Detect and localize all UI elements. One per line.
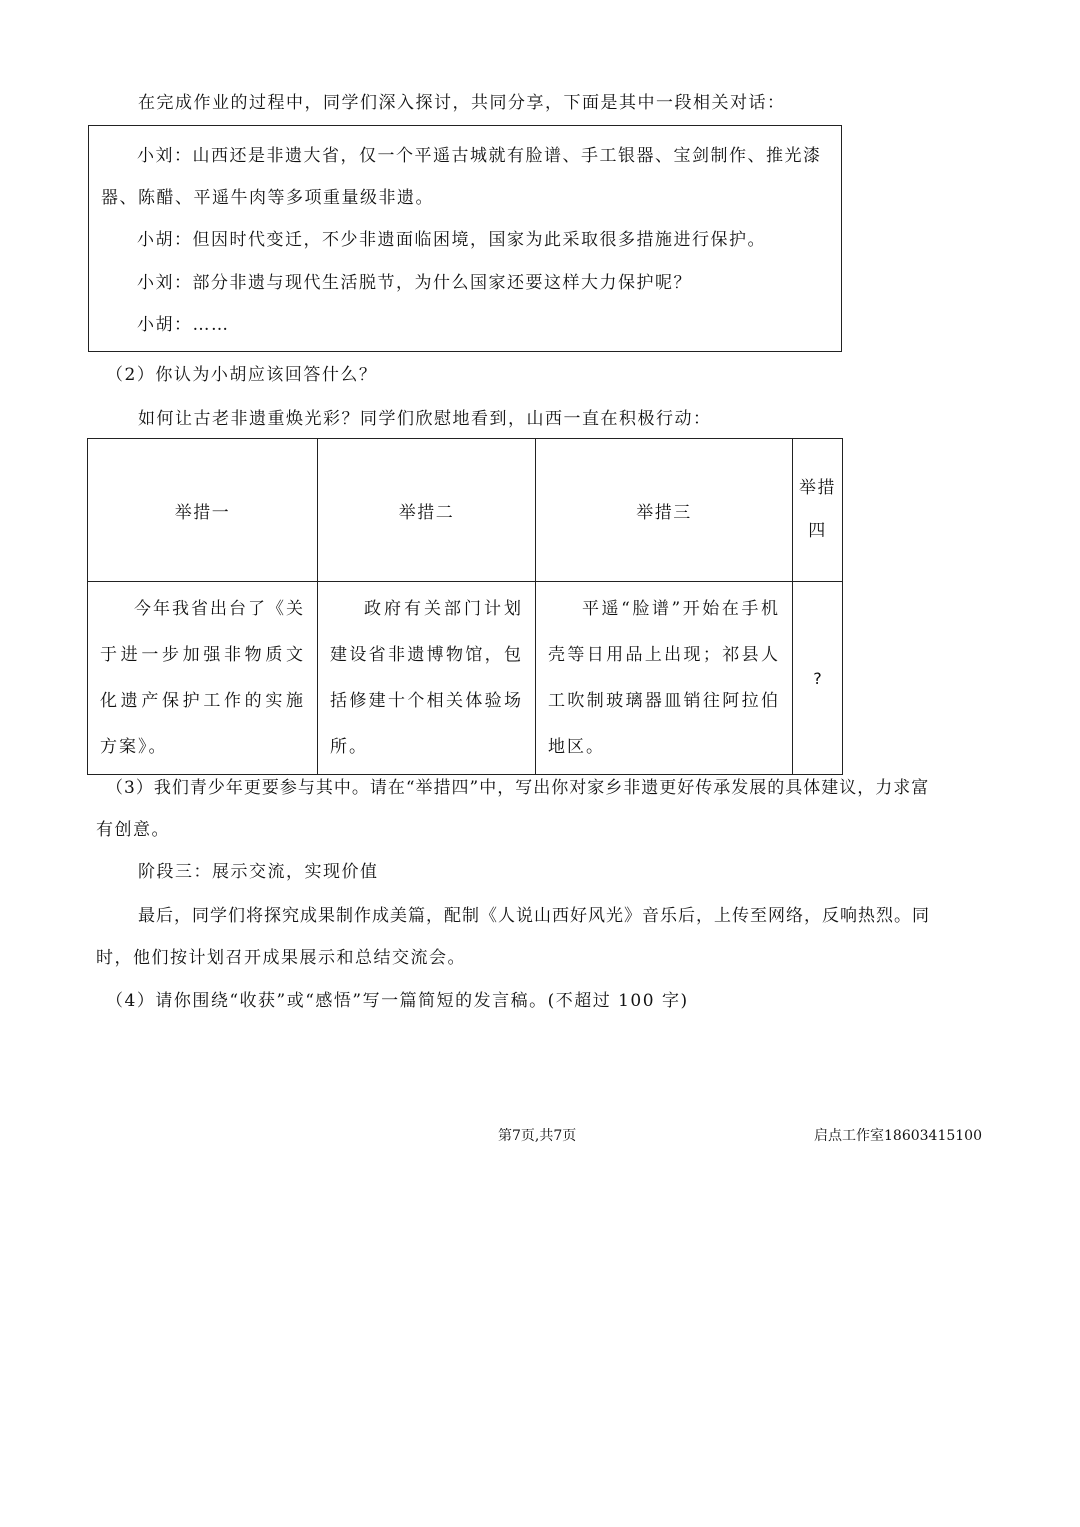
paragraph-line-2: 时，他们按计划召开成果展示和总结交流会。 (96, 948, 466, 968)
dialogue-line-5: 小胡：…… (137, 315, 230, 335)
header-measure-4: 举措四 (793, 439, 843, 582)
dialogue-line-1: 小刘：山西还是非遗大省，仅一个平遥古城就有脸谱、手工银器、宝剑制作、推光漆 (137, 146, 822, 166)
cell-measure-1: 今年我省出台了《关于进一步加强非物质文化遗产保护工作的实施方案》。 (88, 582, 318, 775)
intro-text: 在完成作业的过程中，同学们深入探讨，共同分享，下面是其中一段相关对话： (138, 93, 786, 113)
stage-3-heading: 阶段三：展示交流，实现价值 (138, 862, 379, 882)
cell-measure-3: 平遥“脸谱”开始在手机壳等日用品上出现；祁县人工吹制玻璃器皿销往阿拉伯地区。 (536, 582, 793, 775)
question-3-line-1: （3）我们青少年更要参与其中。请在“举措四”中，写出你对家乡非遗更好传承发展的具体建议，力求富 (106, 778, 930, 798)
header-measure-3: 举措三 (536, 439, 793, 582)
dialogue-line-2: 器、陈醋、平遥牛肉等多项重量级非遗。 (101, 188, 434, 208)
question-2: （2）你认为小胡应该回答什么？ (106, 365, 378, 385)
measures-intro: 如何让古老非遗重焕光彩？同学们欣慰地看到，山西一直在积极行动： (138, 409, 712, 429)
dialogue-line-4: 小刘：部分非遗与现代生活脱节，为什么国家还要这样大力保护呢？ (137, 273, 692, 293)
page-number: 第7页,共7页 (498, 1128, 577, 1144)
header-measure-2: 举措二 (318, 439, 536, 582)
table-content-row (88, 582, 843, 775)
table-header-row (88, 439, 843, 582)
measures-table (87, 438, 843, 775)
cell-measure-2: 政府有关部门计划建设省非遗博物馆，包括修建十个相关体验场所。 (318, 582, 536, 775)
cell-measure-4: ? (793, 582, 843, 775)
header-measure-1: 举措一 (88, 439, 318, 582)
paragraph-line-1: 最后，同学们将探究成果制作成美篇，配制《人说山西好风光》音乐后，上传至网络，反响热烈。同 (138, 906, 930, 926)
dialogue-line-3: 小胡：但因时代变迁，不少非遗面临困境，国家为此采取很多措施进行保护。 (137, 230, 766, 250)
question-4: （4）请你围绕“收获”或“感悟”写一篇简短的发言稿。(不超过 100 字) (106, 991, 689, 1011)
question-3-line-2: 有创意。 (96, 820, 170, 840)
dialogue-box (88, 125, 842, 352)
studio-contact: 启点工作室18603415100 (814, 1128, 982, 1144)
